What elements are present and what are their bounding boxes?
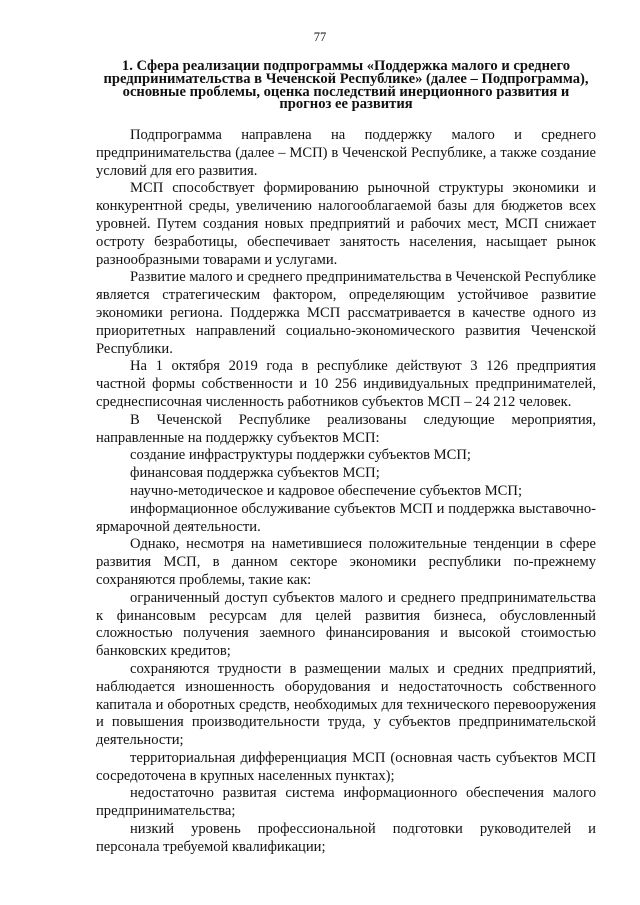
paragraph: В Чеченской Республике реализованы следующие мероприятия, направленные на поддержку субъектов МСП: <box>96 411 596 446</box>
list-item: информационное обслуживание субъектов МСП и поддержка выставочно-ярмарочной деятельности. <box>96 500 596 535</box>
paragraph: МСП способствует формированию рыночной структуры экономики и конкурентной среды, увеличению налогооблагаемой базы для бюджетов всех уровней. Путем создания новых предприятий и рабочих мест, МСП снижает остроту безработицы, обеспечивает занятость населения, насыщает рынок разнообразными товарами и услугами. <box>96 180 596 268</box>
page-number: 77 <box>313 30 327 44</box>
list-item: создание инфраструктуры поддержки субъектов МСП; <box>130 447 471 464</box>
list-item: низкий уровень профессиональной подготовки руководителей и персонала требуемой квалификации; <box>96 821 596 855</box>
list-item: территориальная дифференциация МСП (основная часть субъектов МСП сосредоточена в крупных населенных пунктах); <box>96 749 596 784</box>
paragraph: Развитие малого и среднего предпринимательства в Чеченской Республике является стратегическим фактором, определяющим устойчивое развитие экономики региона. Поддержка МСП рассматривается в качестве одного из приоритетных направлений социально-экономического развития Чеченской Республики. <box>96 269 596 357</box>
list-item: недостаточно развитая система информационного обеспечения малого предпринимательства; <box>96 785 596 820</box>
paragraph: Подпрограмма направлена на поддержку малого и среднего предпринимательства (далее – МСП) в Чеченской Республике, а также создание условий для его развития. <box>96 127 596 179</box>
paragraph: Однако, несмотря на наметившиеся положительные тенденции в сфере развития МСП, в данном секторе экономики республики по-прежнему сохраняются проблемы, такие как: <box>96 536 596 588</box>
list-item: ограниченный доступ субъектов малого и среднего предпринимательства к финансовым ресурсам для целей развития бизнеса, обусловленный сложностью получения заемного финансирования и высокой стоимостью банковских кредитов; <box>96 589 596 660</box>
section-heading: 1. Сфера реализации подпрограммы «Поддержка малого и среднего предпринимательства в Чеченской Республике» (далее – Подпрограмма), основные проблемы, оценка последствий инерционного развития и прогноз ее развития <box>103 58 589 113</box>
list-item: финансовая поддержка субъектов МСП; <box>130 465 380 482</box>
list-item: сохраняются трудности в размещении малых и средних предприятий, наблюдается изношенность оборудования и недостаточность собственного капитала и оборотных средств, необходимых для технического перевооружения и повышения производительности труда, у субъектов предпринимательской деятельности; <box>96 660 596 749</box>
paragraph: На 1 октября 2019 года в республике действуют 3 126 предприятия частной формы собственности и 10 256 индивидуальных предпринимателей, среднесписочная численность работников субъектов МСП – 24 212 человек. <box>96 358 596 410</box>
body-text <box>96 127 596 857</box>
list-item: научно-методическое и кадровое обеспечение субъектов МСП; <box>130 482 523 499</box>
